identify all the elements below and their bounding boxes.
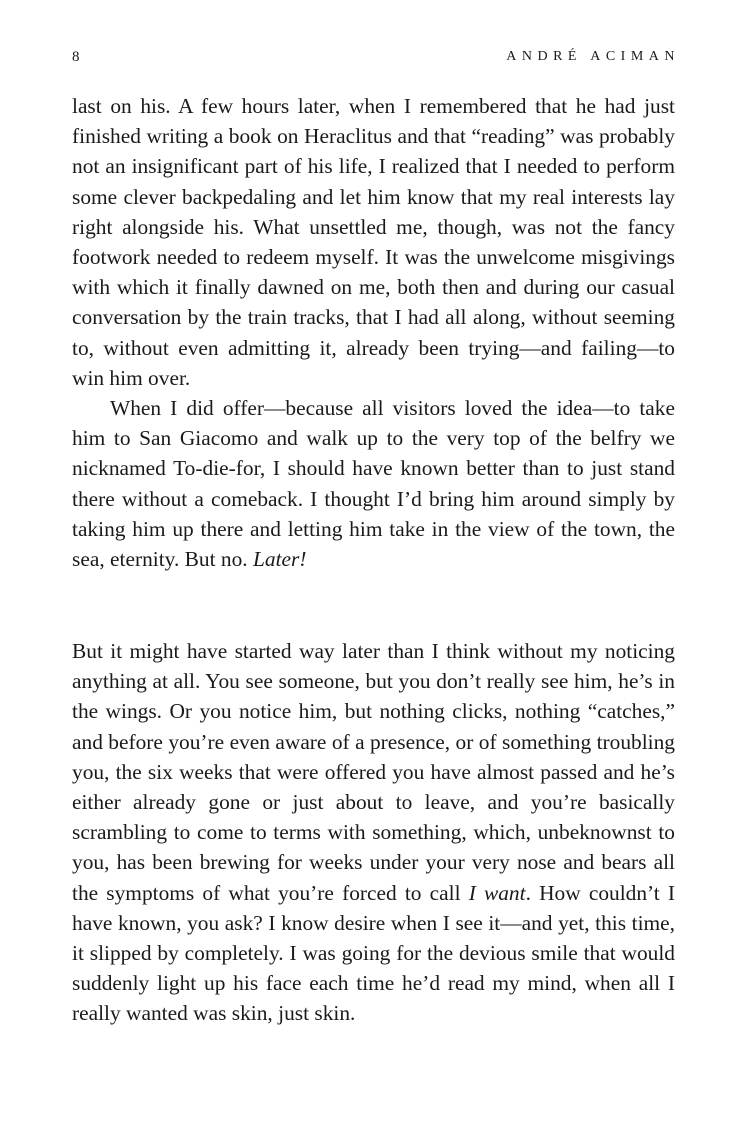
section-2 [72,636,675,1029]
paragraph-opening-emphasis: I want [468,880,526,905]
paragraph-opening-part2: . How couldn’t I have known, you ask? I know desire when I see it—and yet, this time, it slipped by completely. I was going for the devious smile that would suddenly light up his face each time he’d read my mind, when all I really wanted was skin, just skin. [72,880,675,1026]
section-1 [72,91,675,574]
paragraph-continued: last on his. A few hours later, when I remembered that he had just finished writing a book on Heraclitus and that “reading” was probably not an insignificant part of his life, I realized that I needed to perform some clever backpedaling and let him know that my real interests lay right alongside his. What unsettled me, though, was not the fancy footwork needed to redeem myself. It was the unwelcome misgivings with which it finally dawned on me, both then and during our casual conversation by the train tracks, that I had all along, without seeming to, without even admitting it, already been trying—and failing—to win him over. [72,94,675,390]
page-header [72,49,680,71]
paragraph-belfry [72,393,675,574]
paragraph-opening-part1: But it might have started way later than I think without my noticing anything at all. You see someone, but you don’t really see him, he’s in the wings. Or you notice him, but nothing clicks, nothing “catches,” and before you’re even aware of a presence, or of something troubling you, the six weeks that were offered you have almost passed and he’s either already gone or just about to leave, and you’re basically scrambling to come to terms with something, which, unbeknownst to you, has been brewing for weeks under your very nose and bears all the symptoms of what you’re forced to call [72,639,675,905]
running-head: ANDRÉ ACIMAN [506,49,680,64]
page-number: 8 [72,49,81,65]
paragraph-belfry-text: When I did offer—because all visitors loved the idea—to take him to San Giacomo and walk up to the very top of the belfry we nicknamed To-die-for, I should have known better than to just stand there without a comeback. I thought I’d bring him around simply by taking him up there and letting him take in the view of the town, the sea, eternity. But no. [72,396,675,572]
paragraph-belfry-emphasis: Later! [252,547,307,572]
paragraph-section-opening [72,636,675,1029]
